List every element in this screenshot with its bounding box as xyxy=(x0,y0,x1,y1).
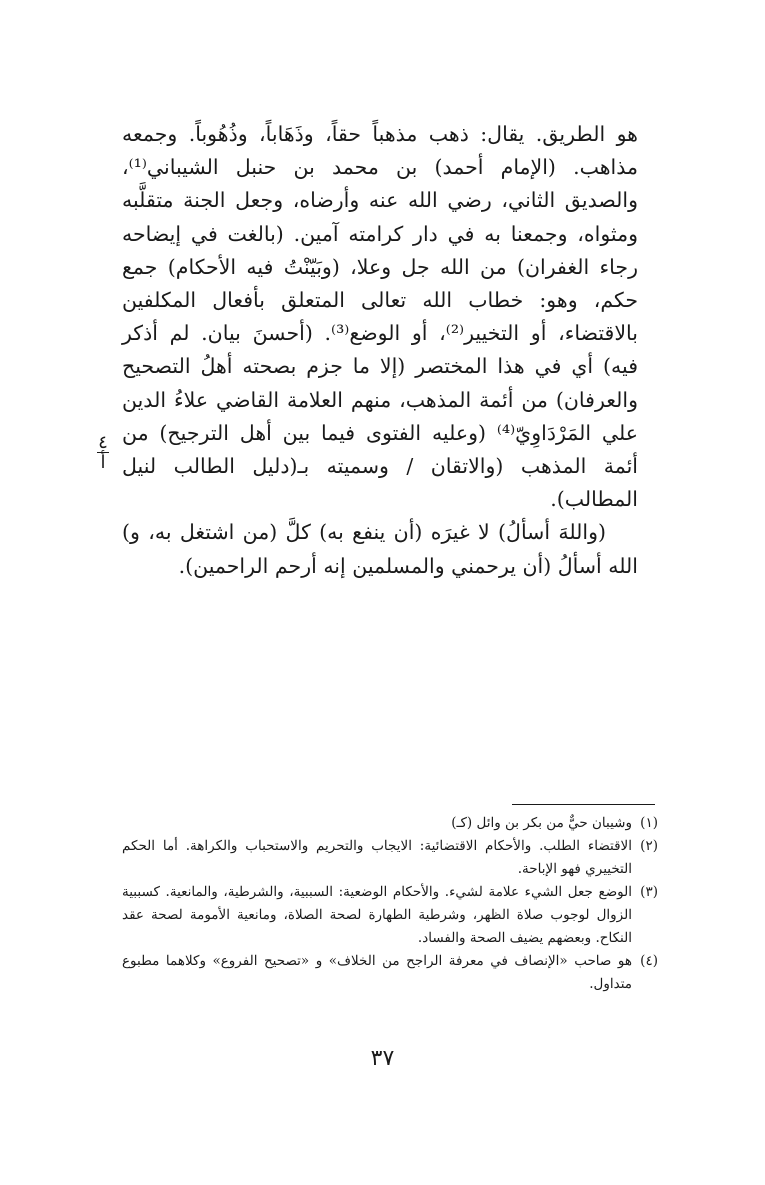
footnote-text: وشيبان حيٌّ من بكر بن وائل (كـ) xyxy=(451,815,632,831)
footnote-4 xyxy=(122,950,658,996)
footnote-2 xyxy=(122,835,658,881)
manuscript-folio-marker xyxy=(96,434,110,471)
footnote-number: (٤) xyxy=(640,953,658,969)
paragraph-2: (واللهَ أسألُ) لا غيرَه (أن ينفع به) كلَّ (من اشتغل به، و) الله أسألُ (أن يرحمني والمسلمين إنه أرحم الراحمين). xyxy=(122,520,638,578)
footnote-text: الاقتضاء الطلب. والأحكام الاقتضائية: الايجاب والتحريم والاستحباب والكراهة. أما الحكم التخييري فهو الإباحة. xyxy=(122,838,632,877)
footnote-3 xyxy=(122,881,658,950)
page-number: ٣٧ xyxy=(370,1046,395,1071)
paragraph-1: هو الطريق. يقال: ذهب مذهباً حقاً، وذَهَاباً، وذُهُوباً. وجمعه مذاهب. (الإمام أحمد) بن محمد بن حنبل الشيباني⁽¹⁾، والصديق الثاني، رضي الله عنه وأرضاه، وجعل الجنة متقلَّبه ومثواه، وجمعنا به في دار كرامته آمين. (بالغت في إيضاحه رجاء الغفران) من الله جل وعلا، (وبَيّنْتُ فيه الأحكام) جمع حكم، وهو: خطاب الله تعالى المتعلق بأفعال المكلفين بالاقتضاء، أو التخيير⁽²⁾، أو الوضع⁽³⁾. (أحسنَ بيان. لم أذكر فيه) أي في هذا المختصر (إلا ما جزم بصحته أهلُ التصحيح والعرفان) من أئمة المذهب، منهم العلامة القاضي علاءُ الدين علي المَرْدَاوِيّ⁽⁴⁾ (وعليه الفتوى فيما بين أهل الترجيح) من أئمة المذهب (والاتقان / وسميته بـ(دليل الطالب لنيل المطالب). xyxy=(122,122,639,512)
footnote-number: (١) xyxy=(640,815,658,831)
folio-number: ٤ xyxy=(98,432,108,453)
main-text xyxy=(122,118,638,583)
footnote-text: الوضع جعل الشيء علامة لشيء. والأحكام الوضعية: السببية، والشرطية، والمانعية. كسببية الزوال لوجوب صلاة الظهر، وشرطية الطهارة لصحة الصلاة، ومانعية الأمومة لصحة عقد النكاح. وبعضهم يضيف الصحة والفساد. xyxy=(122,884,632,946)
footnote-number: (٢) xyxy=(640,838,658,854)
footnote-text: هو صاحب «الإنصاف في معرفة الراجح من الخلاف» و «تصحيح الفروع» وكلاهما مطبوع متداول. xyxy=(122,953,632,992)
footnotes xyxy=(122,812,658,996)
footnote-separator xyxy=(512,804,655,805)
folio-side: أ xyxy=(100,452,106,473)
footnote-number: (٣) xyxy=(640,884,658,900)
footnote-1 xyxy=(122,812,658,835)
